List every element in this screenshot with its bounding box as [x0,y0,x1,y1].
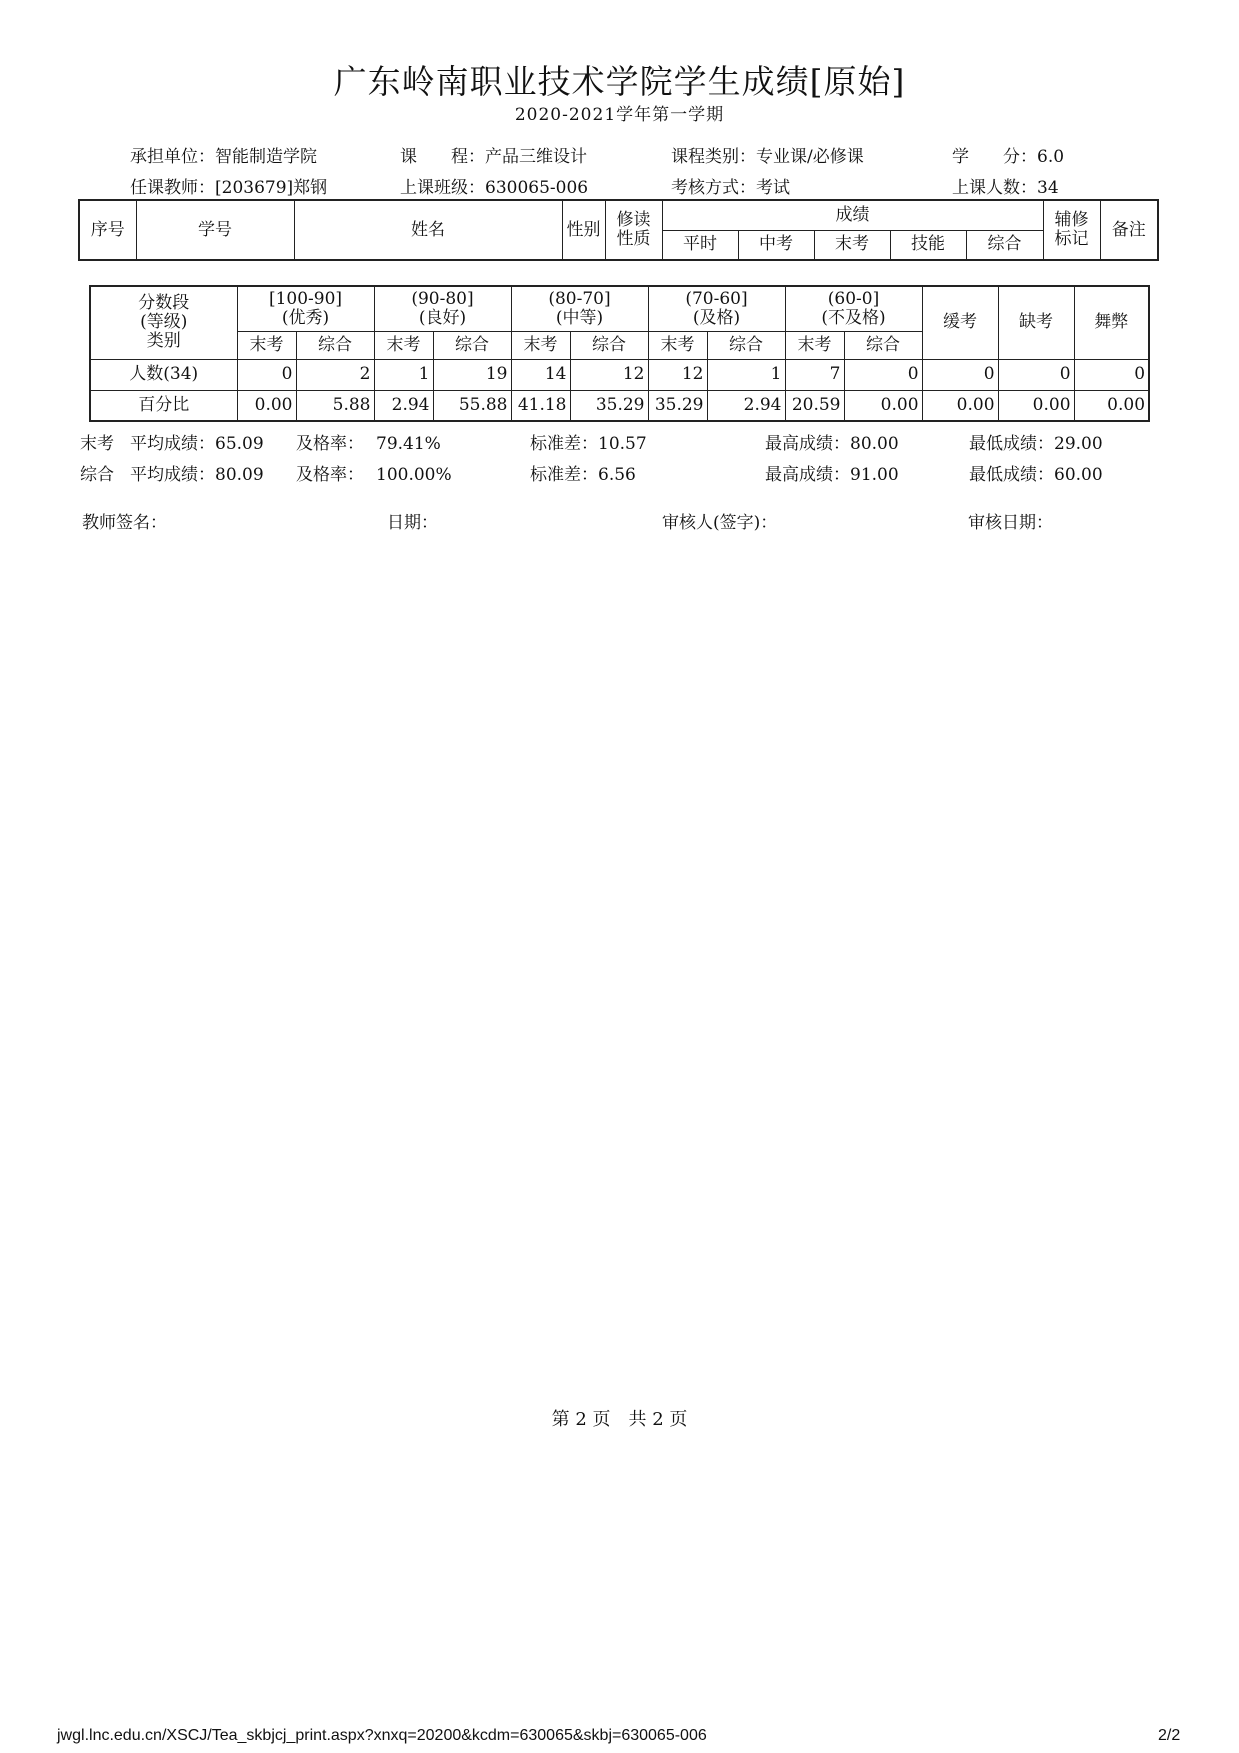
percent-cell: 35.29 [570,390,648,421]
percent-cell: 0.00 [922,390,998,421]
count-cell: 2 [296,359,374,390]
band-header: (70-60] (及格) [648,286,785,331]
print-url: jwgl.lnc.edu.cn/XSCJ/Tea_skbjcj_print.aspx?xnxq=20200&kcdm=630065&skbj=630065-006 [57,1727,707,1744]
print-page-count: 2/2 [1158,1727,1181,1744]
col-study-type: 修读 性质 [605,200,662,260]
info-exam-method: 考核方式：考试 [671,178,790,198]
band-header: (60-0] (不及格) [785,286,922,331]
info-class: 上课班级：630065-006 [400,178,589,198]
stat-overall-max: 最高成绩：91.00 [765,465,899,485]
count-cell: 0 [237,359,296,390]
percent-cell: 0.00 [844,390,922,421]
count-cell: 0 [1074,359,1149,390]
col-gender: 性别 [562,200,605,260]
info-student-count: 上课人数：34 [952,178,1059,198]
table-row [90,390,1149,421]
col-score-overall: 综合 [966,230,1043,260]
col-student-id: 学号 [136,200,294,260]
info-credit: 学 分：6.0 [952,147,1065,167]
stat-overall-type: 综合 [80,465,114,485]
stat-overall-pass-rate: 及格率： 100.00% [296,465,452,485]
sub-col-final: 末考 [237,331,296,359]
sub-col-overall: 综合 [296,331,374,359]
count-cell: 0 [922,359,998,390]
percent-cell: 2.94 [374,390,433,421]
page-title: 广东岭南职业技术学院学生成绩[原始] [333,62,906,101]
percent-cell: 2.94 [707,390,785,421]
stat-final-min: 最低成绩：29.00 [969,434,1103,454]
percent-cell: 35.29 [648,390,707,421]
col-absent: 缺考 [998,286,1074,359]
sub-col-final: 末考 [648,331,707,359]
row-label-count: 人数(34) [90,359,237,390]
dist-corner-header: 分数段 (等级) 类别 [90,286,237,359]
percent-cell: 41.18 [511,390,570,421]
review-date-label: 审核日期： [968,513,1053,533]
grade-table-header [78,199,1159,261]
percent-cell: 0.00 [1074,390,1149,421]
stat-final-max: 最高成绩：80.00 [765,434,899,454]
col-cheating: 舞弊 [1074,286,1149,359]
count-cell: 12 [570,359,648,390]
count-cell: 1 [707,359,785,390]
percent-cell: 20.59 [785,390,844,421]
band-header: [100-90] (优秀) [237,286,374,331]
count-cell: 19 [433,359,511,390]
term-subtitle: 2020-2021学年第一学期 [514,105,725,125]
col-deferred: 缓考 [922,286,998,359]
sub-col-final: 末考 [785,331,844,359]
col-score-final: 末考 [814,230,890,260]
count-cell: 7 [785,359,844,390]
sub-col-overall: 综合 [570,331,648,359]
stat-final-type: 末考 [80,434,114,454]
col-score-midterm: 中考 [738,230,814,260]
sub-col-overall: 综合 [707,331,785,359]
percent-cell: 0.00 [998,390,1074,421]
stat-overall-min: 最低成绩：60.00 [969,465,1103,485]
sub-col-overall: 综合 [433,331,511,359]
count-cell: 12 [648,359,707,390]
info-dept: 承担单位：智能制造学院 [130,147,317,167]
count-cell: 1 [374,359,433,390]
date-label: 日期： [387,513,438,533]
count-cell: 14 [511,359,570,390]
stat-final-std: 标准差：10.57 [530,434,647,454]
reviewer-signature-label: 审核人(签字)： [662,513,778,533]
row-label-percent: 百分比 [90,390,237,421]
info-teacher: 任课教师：[203679]郑钢 [130,178,328,198]
sub-col-final: 末考 [511,331,570,359]
col-minor-mark: 辅修 标记 [1043,200,1100,260]
score-distribution-table [89,285,1150,422]
info-course: 课 程：产品三维设计 [400,147,587,167]
col-score-skill: 技能 [890,230,966,260]
page-number: 第 2 页 共 2 页 [551,1409,688,1430]
table-row [90,359,1149,390]
col-seq: 序号 [79,200,136,260]
sub-col-final: 末考 [374,331,433,359]
stat-final-pass-rate: 及格率： 79.41% [296,434,441,454]
band-header: (80-70] (中等) [511,286,648,331]
col-score-usual: 平时 [662,230,738,260]
count-cell: 0 [998,359,1074,390]
percent-cell: 0.00 [237,390,296,421]
info-category: 课程类别：专业课/必修课 [671,147,864,167]
stat-overall-avg: 平均成绩：80.09 [130,465,264,485]
stat-final-avg: 平均成绩：65.09 [130,434,264,454]
band-header: (90-80] (良好) [374,286,511,331]
sub-col-overall: 综合 [844,331,922,359]
percent-cell: 5.88 [296,390,374,421]
count-cell: 0 [844,359,922,390]
percent-cell: 55.88 [433,390,511,421]
col-score-group: 成绩 [662,200,1043,230]
teacher-signature-label: 教师签名： [82,513,167,533]
stat-overall-std: 标准差：6.56 [530,465,636,485]
col-name: 姓名 [294,200,562,260]
col-remark: 备注 [1100,200,1158,260]
